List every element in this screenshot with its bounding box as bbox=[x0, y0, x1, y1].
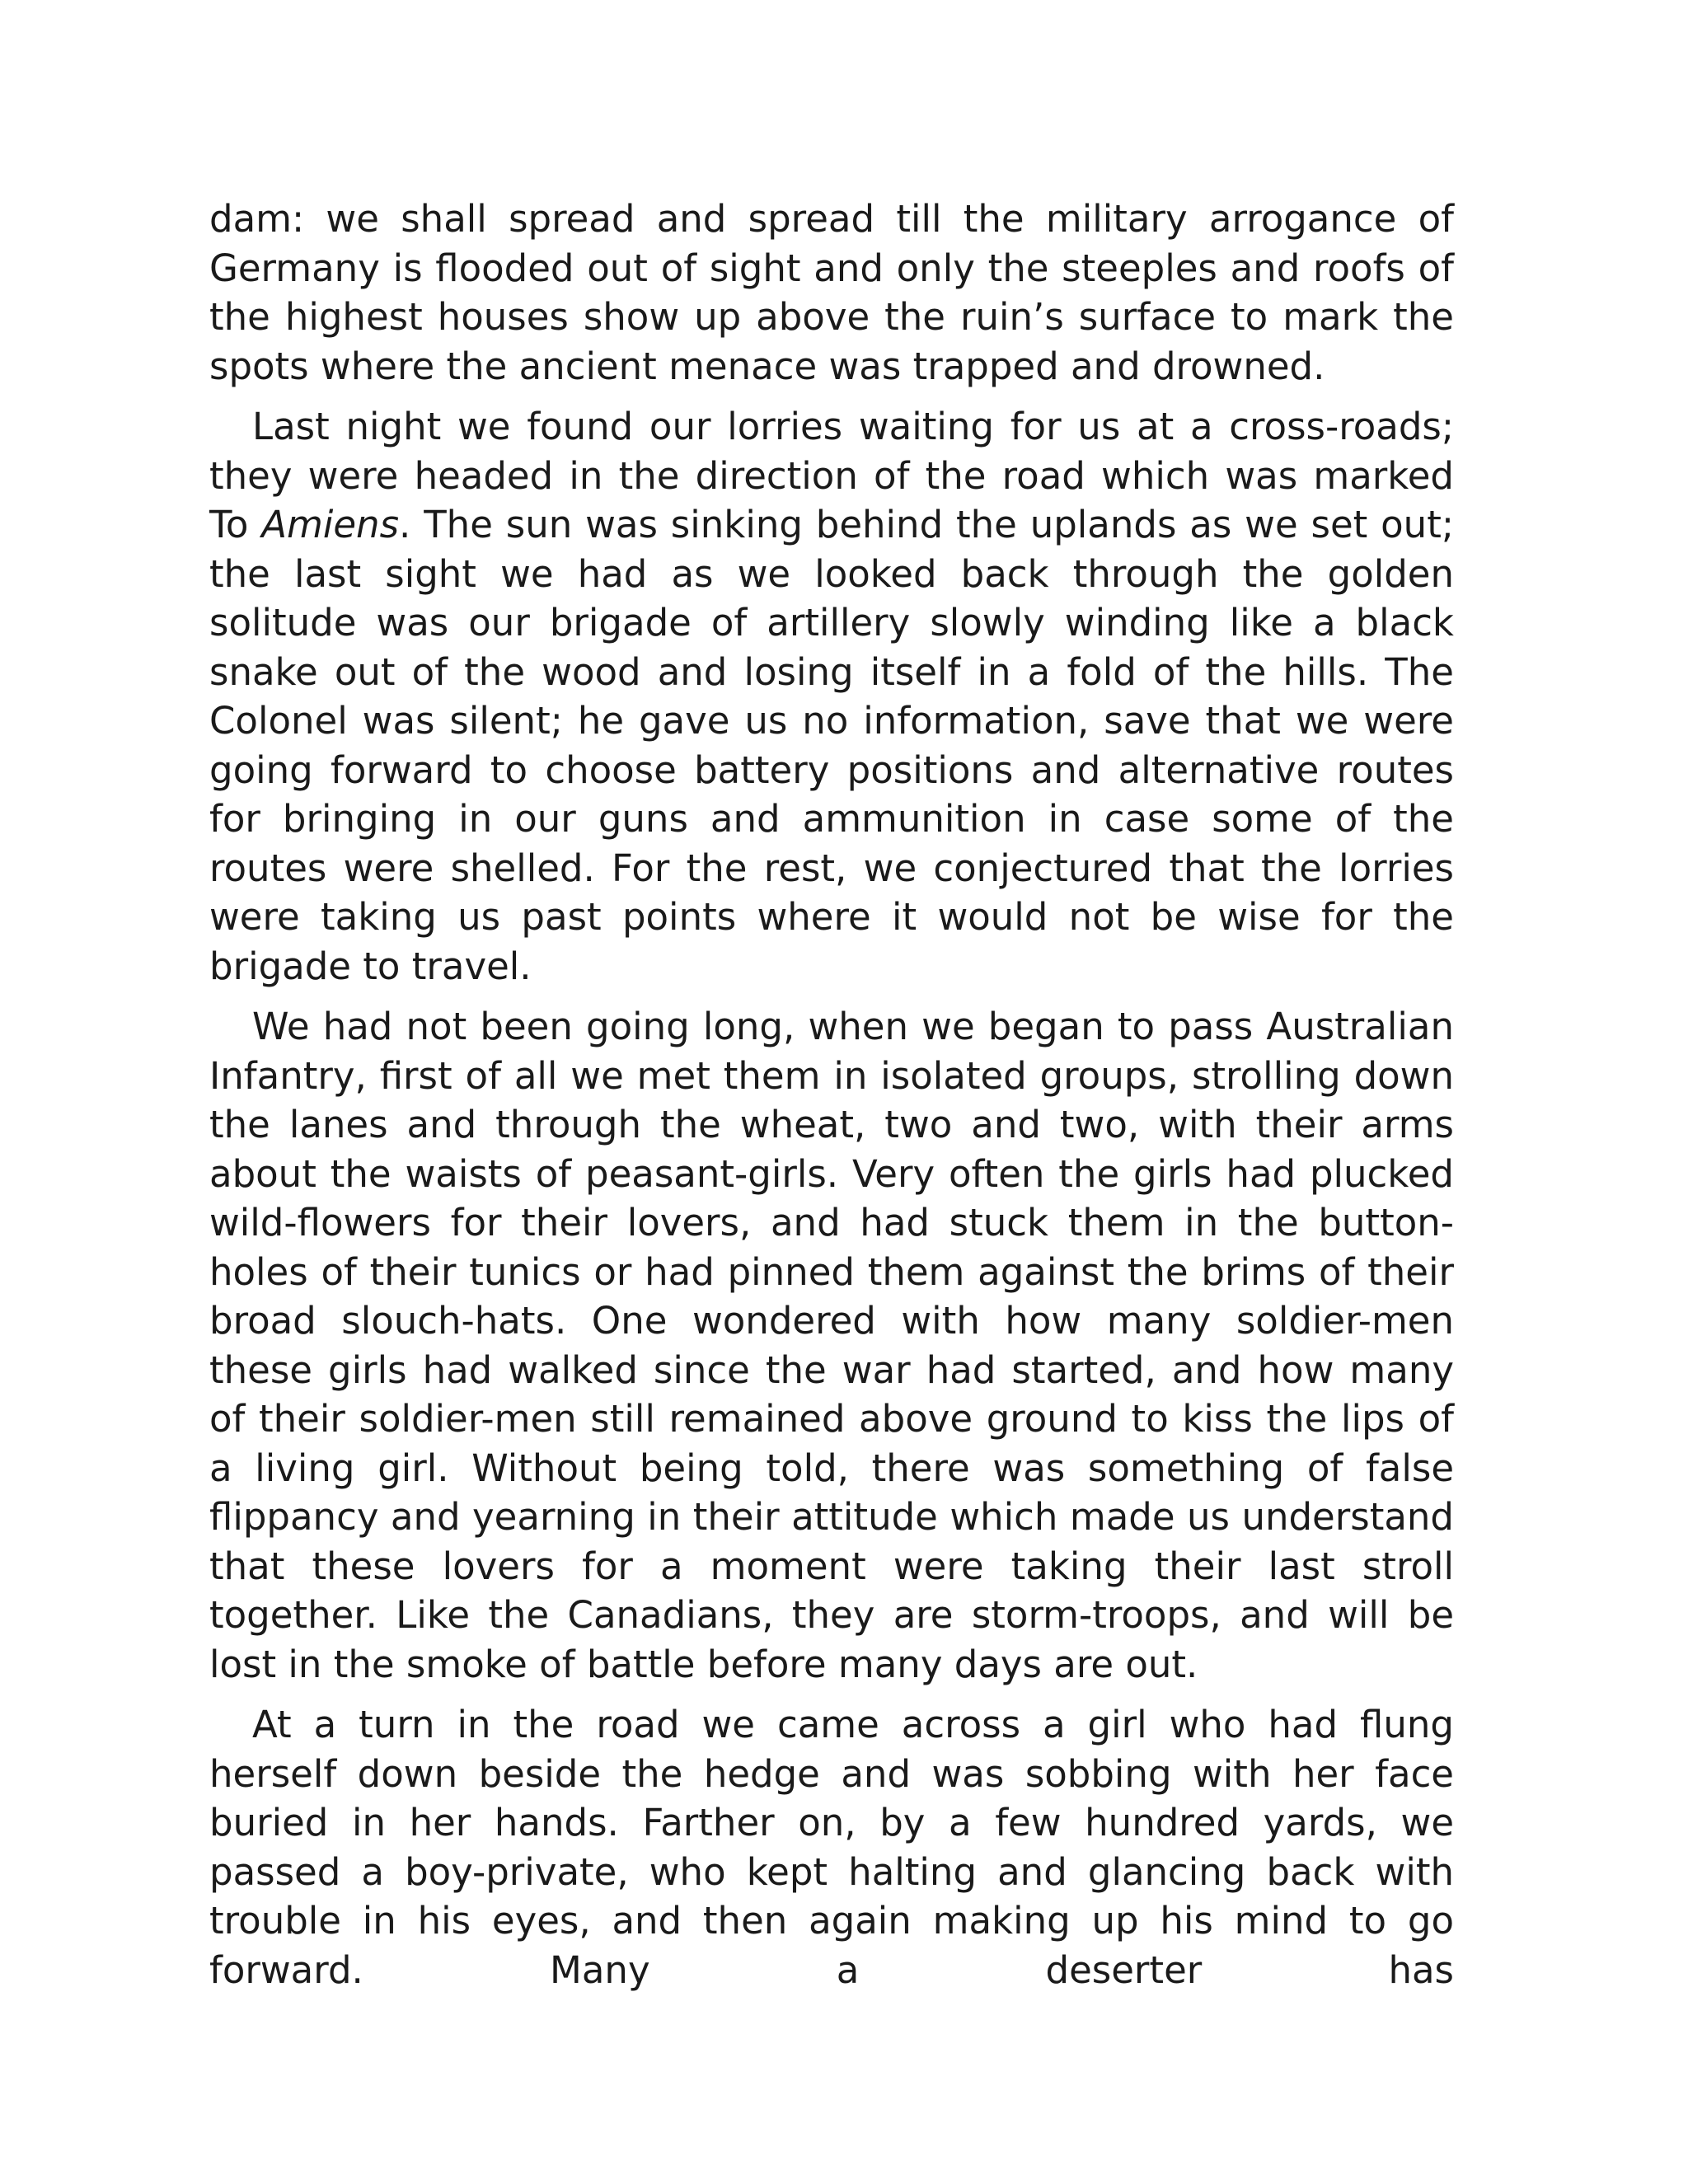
paragraph-lorries-text-start: Last night we found our lorries waiting for us at a cross-roads; they were headed in the direction of the road which was marked To bbox=[209, 405, 1454, 546]
paragraph-australian-infantry: We had not been going long, when we began to pass Australian Infantry, first of all we met them in isolated groups, strolling down the lanes and through the wheat, two and two, with their arms about the waists of peasant-girls. Very often the girls had plucked wild-flowers for their lovers, and had stuck them in the button-holes of their tunics or had pinned them against the brims of their broad slouch-hats. One wondered with how many soldier-men these girls had walked since the war had started, and how many of their soldier-men still remained above ground to kiss the lips of a living girl. Without being told, there was something of false flippancy and yearning in their attitude which made us understand that these lovers for a moment were taking their last stroll together. Like the Canadians, they are storm-troops, and will be lost in the smoke of battle before many days are out. bbox=[209, 1005, 1454, 1686]
paragraph-continued: dam: we shall spread and spread till the military arrogance of Germany is flooded out of sight and only the steeples and roofs of the highest houses show up above the ruin’s surface to mark the spots where the ancient menace was trapped and drowned. bbox=[209, 197, 1454, 388]
body-text bbox=[209, 194, 1454, 2006]
paragraph-lorries bbox=[209, 402, 1454, 991]
paragraph-lorries-text-end: . The sun was sinking behind the uplands as we set out; the last sight we had as we looked back through the golden solitude was our brigade of artillery slowly winding like a black snake out of the wood and losing itself in a fold of the hills. The Colonel was silent; he gave us no information, save that we were going forward to choose battery positions and alternative routes for bringing in our guns and ammunition in case some of the routes were shelled. For the rest, we conjectured that the lorries were taking us past points where it would not be wise for the brigade to travel. bbox=[209, 503, 1455, 988]
paragraph-turn-in-road: At a turn in the road we came across a girl who had flung herself down beside the hedge and was sobbing with her face buried in her hands. Farther on, by a few hundred yards, we passed a boy-private, who kept halting and glancing back with trouble in his eyes, and then again making up his mind to go forward. Many a deserter has bbox=[209, 1703, 1454, 1992]
place-name-italic: Amiens bbox=[261, 503, 400, 546]
